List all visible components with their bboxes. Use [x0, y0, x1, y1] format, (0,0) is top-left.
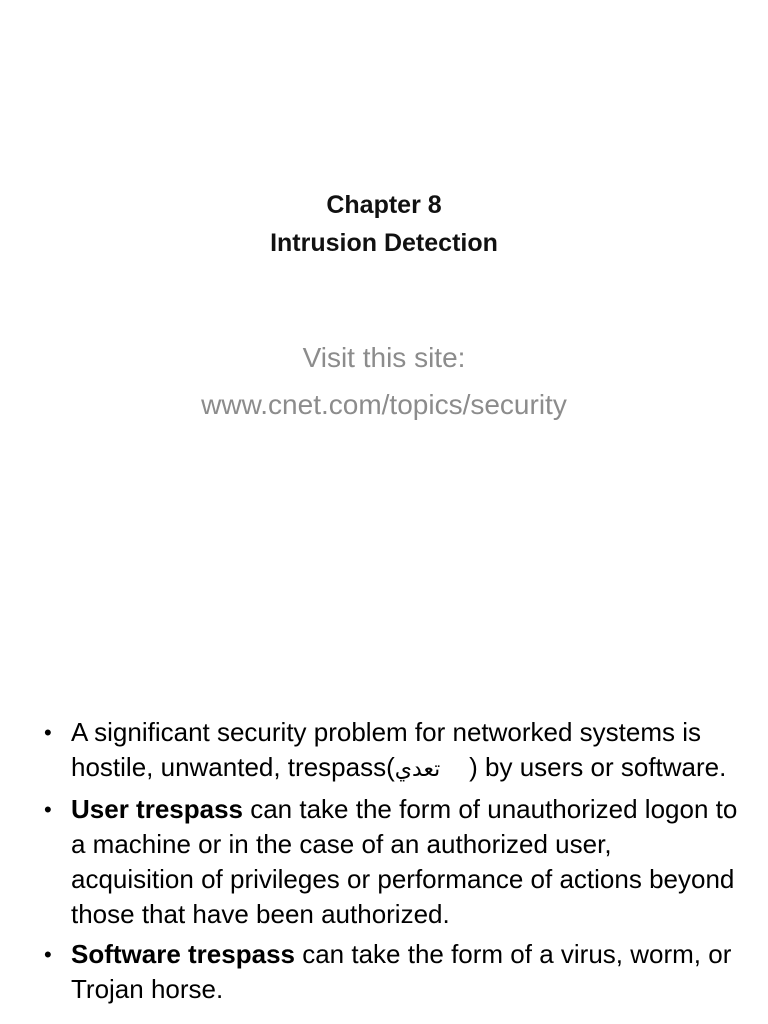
bullet-list [40, 715, 740, 1012]
bullet-item-3 [40, 937, 740, 1007]
slide-subtitle [0, 334, 768, 428]
bullet-icon: • [44, 797, 52, 822]
bullet-icon: • [44, 942, 52, 967]
slide-title [0, 186, 768, 262]
bullet-icon: • [44, 720, 52, 745]
chapter-label: Chapter 8 [326, 191, 442, 219]
bullet-1-text-before: A significant security problem for networked systems is hostile, unwanted, trespass( [71, 717, 702, 782]
bullet-2-text: can take the form of unauthorized logon to a machine or in the case of an authorized user, acquisition of privileges or performance of actions beyond those that have been authorized. [71, 794, 738, 929]
bullet-1-arabic-term: تعدي [394, 757, 441, 782]
bullet-item-2 [40, 792, 740, 932]
bullet-2-term: User trespass [71, 794, 243, 824]
bullet-3-term: Software trespass [71, 939, 295, 969]
subtitle-url: www.cnet.com/topics/security [201, 389, 567, 420]
bullet-1-text-after: ) by users or software. [469, 752, 727, 782]
bullet-item-1 [40, 715, 740, 787]
subtitle-line-1: Visit this site: [302, 342, 466, 373]
bullet-3-text: can take the form of a virus, worm, or Trojan horse. [71, 939, 732, 1004]
chapter-title: Intrusion Detection [270, 229, 498, 257]
